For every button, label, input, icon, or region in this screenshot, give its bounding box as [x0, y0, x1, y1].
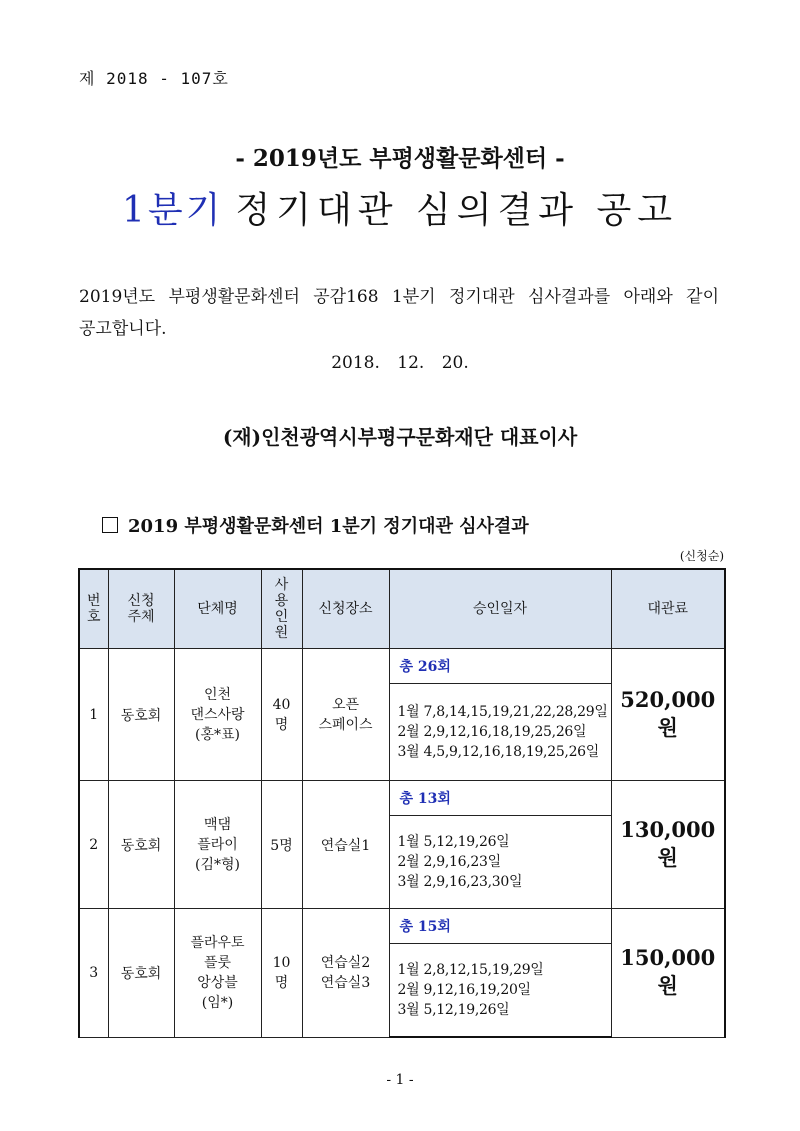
row-place: 오픈 스페이스 [302, 649, 389, 781]
page-number: - 1 - [386, 1072, 414, 1088]
section-heading-text: 2019 부평생활문화센터 1분기 정기대관 심사결과 [128, 516, 529, 537]
intro-paragraph: 2019년도 부평생활문화센터 공감168 1분기 정기대관 심사결과를 아래와 같이 공고합니다. [79, 287, 719, 339]
table-row [79, 781, 725, 816]
header-people: 사용인원 [261, 569, 302, 649]
row-people: 10 명 [261, 909, 302, 1038]
header-group: 단체명 [174, 569, 261, 649]
header-dates: 승인일자 [389, 569, 611, 649]
row-dates: 1월 5,12,19,26일 2월 2,9,16,23일 3월 2,9,16,23,30일 [389, 816, 611, 909]
row-subject: 동호회 [108, 781, 174, 909]
header-subject: 신청주체 [108, 569, 174, 649]
row-fee: 150,000원 [611, 909, 725, 1038]
row-group: 맥댐 플라이 (김*형) [174, 781, 261, 909]
notice-title [0, 182, 800, 233]
order-note: (신청순) [679, 549, 724, 563]
row-place: 연습실2 연습실3 [302, 909, 389, 1038]
header-fee: 대관료 [611, 569, 725, 649]
row-no: 2 [79, 781, 108, 909]
row-people: 40 명 [261, 649, 302, 781]
row-fee: 520,000원 [611, 649, 725, 781]
header-place: 신청장소 [302, 569, 389, 649]
row-subject: 동호회 [108, 649, 174, 781]
table-row [79, 649, 725, 684]
row-subject: 동호회 [108, 909, 174, 1038]
table-row [79, 909, 725, 944]
section-heading [102, 512, 529, 538]
row-people: 5명 [261, 781, 302, 909]
row-dates: 1월 7,8,14,15,19,21,22,28,29일 2월 2,9,12,16,18,19,25,26일 3월 4,5,9,12,16,18,19,25,26일 [389, 684, 611, 781]
row-no: 3 [79, 909, 108, 1038]
row-dates: 1월 2,8,12,15,19,29일 2월 9,12,16,19,20일 3월 5,12,19,26일 [389, 944, 611, 1038]
row-place: 연습실1 [302, 781, 389, 909]
row-group: 인천 댄스사랑 (홍*표) [174, 649, 261, 781]
document-number: 제 2018 - 107호 [79, 69, 229, 88]
row-no: 1 [79, 649, 108, 781]
row-fee: 130,000원 [611, 781, 725, 909]
issuing-organization: (재)인천광역시부평구문화재단 대표이사 [222, 425, 578, 449]
notice-title-quarter: 1분기 [121, 190, 224, 231]
checkbox-square-icon [102, 517, 118, 533]
notice-subtitle: - 2019년도 부평생활문화센터 - [235, 145, 565, 172]
table-header-row [79, 569, 725, 649]
notice-title-rest: 정기대관 심의결과 공고 [235, 190, 679, 231]
row-count: 총 15회 [389, 909, 611, 944]
notice-date: 2018. 12. 20. [331, 353, 469, 373]
row-group: 플라우토 플룻 앙상블 (임*) [174, 909, 261, 1038]
row-count: 총 13회 [389, 781, 611, 816]
header-no: 번호 [79, 569, 108, 649]
result-table [78, 568, 726, 1038]
row-count: 총 26회 [389, 649, 611, 684]
